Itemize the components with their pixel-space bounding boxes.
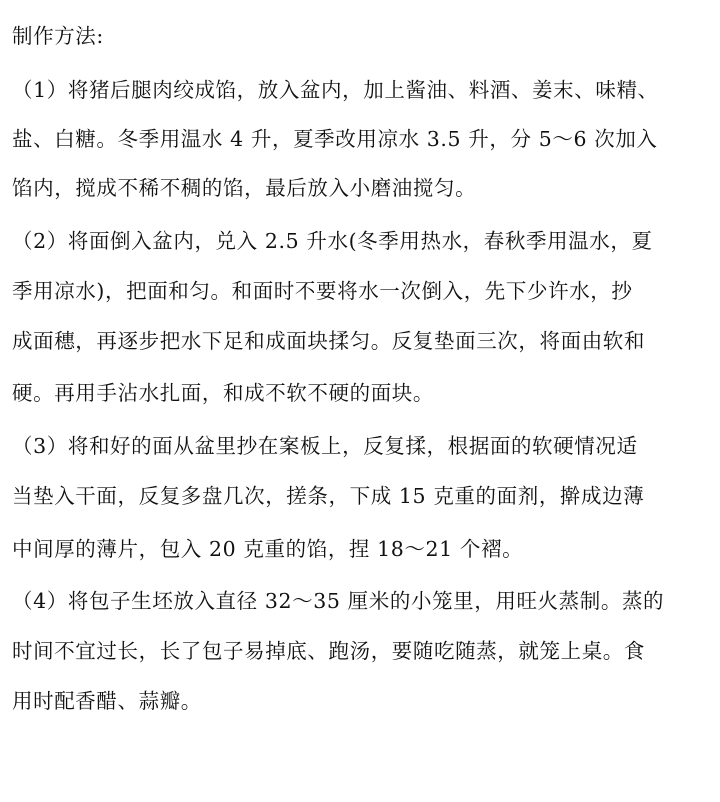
paragraph-line: 盐、白糖。冬季用温水 4 升，夏季改用凉水 3.5 升，分 5～6 次加入 (12, 127, 658, 151)
paragraph-line: 硬。再用手沾水扎面，和成不软不硬的面块。 (12, 381, 434, 405)
paragraph-line: 成面穗，再逐步把水下足和成面块揉匀。反复垫面三次，将面由软和 (12, 329, 645, 353)
paragraph-line: （2）将面倒入盆内，兑入 2.5 升水(冬季用热水，春秋季用温水，夏 (12, 229, 653, 253)
paragraph-line: （3）将和好的面从盆里抄在案板上，反复揉，根据面的软硬情况适 (12, 434, 638, 458)
paragraph-line: （4）将包子生坯放入直径 32～35 厘米的小笼里，用旺火蒸制。蒸的 (12, 589, 665, 613)
paragraph-line: 中间厚的薄片，包入 20 克重的馅，捏 18～21 个褶。 (12, 537, 524, 561)
paragraph-line: 用时配香醋、蒜瓣。 (12, 689, 202, 713)
paragraph-line: 时间不宜过长，长了包子易掉底、跑汤，要随吃随蒸，就笼上桌。食 (12, 639, 645, 663)
document-heading: 制作方法: (12, 24, 104, 48)
paragraph-line: 馅内，搅成不稀不稠的馅，最后放入小磨油搅匀。 (12, 176, 477, 200)
paragraph-line: （1）将猪后腿肉绞成馅，放入盆内，加上酱油、料酒、姜末、味精、 (12, 78, 659, 102)
paragraph-line: 季用凉水)，把面和匀。和面时不要将水一次倒入，先下少许水，抄 (12, 279, 633, 303)
paragraph-line: 当垫入干面，反复多盘几次，搓条，下成 15 克重的面剂，擀成边薄 (12, 484, 645, 508)
